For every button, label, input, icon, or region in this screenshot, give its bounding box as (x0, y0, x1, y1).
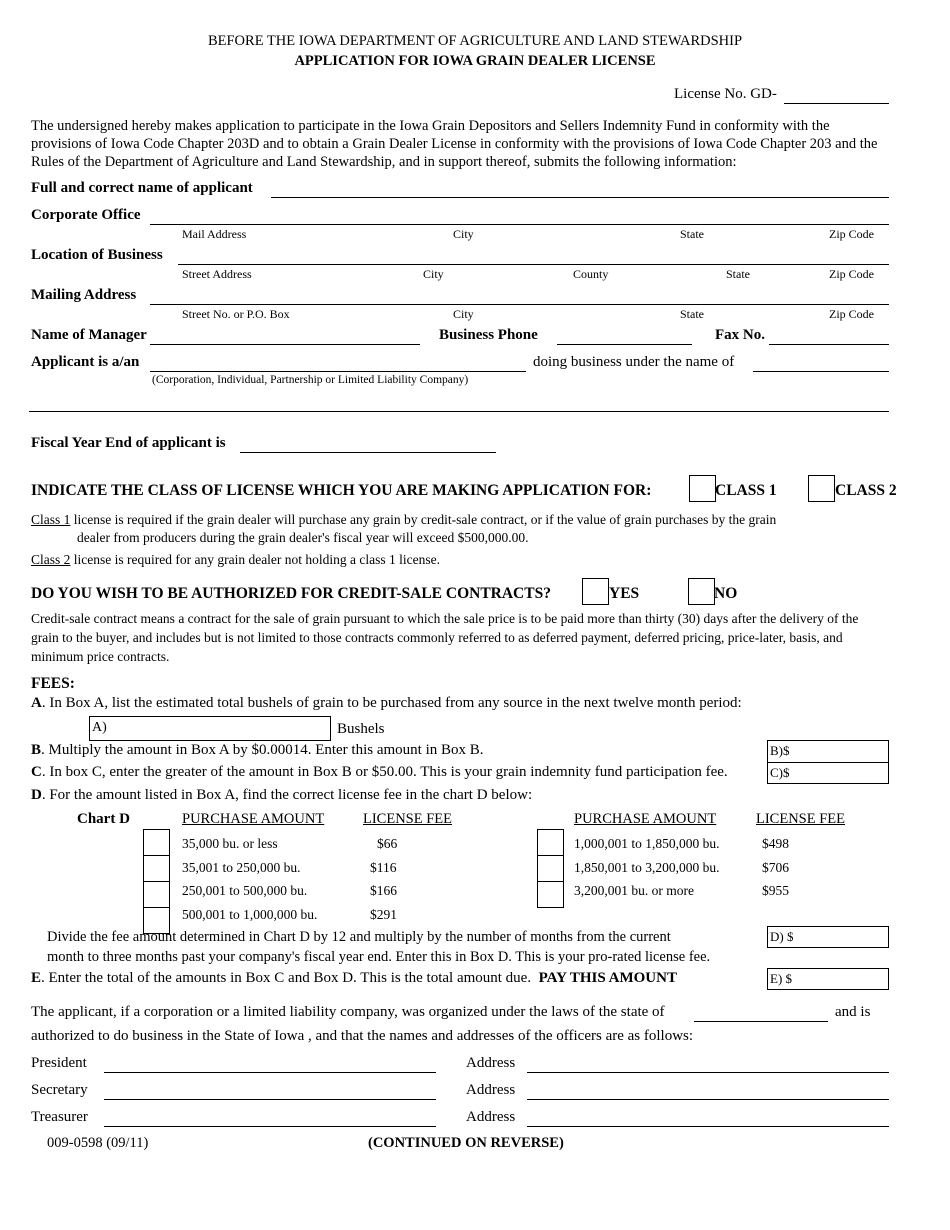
class2-label: CLASS 2 (835, 482, 897, 499)
box-e-input[interactable] (767, 968, 889, 990)
fee-a-instruction (31, 695, 742, 712)
fiscal-year-label: Fiscal Year End of applicant is (31, 435, 226, 451)
class2-text: license is required for any grain dealer not holding a class 1 license. (70, 552, 441, 567)
fee-c-text: . In box C, enter the greater of the amount in Box B or $50.00. This is your grain indemnity fund participation fee. (41, 764, 728, 780)
class1-text: license is required if the grain dealer will purchase any grain by credit-sale contract, or if the value of grain purchases by the grain (70, 512, 777, 527)
credit-yes-label: YES (609, 585, 640, 602)
license-no-field[interactable] (784, 103, 889, 104)
location-sublabel: Street Address (182, 267, 252, 281)
phone-label: Business Phone (439, 327, 538, 343)
class2-description (31, 552, 440, 568)
fee-checkbox[interactable] (537, 881, 564, 908)
corporate-sublabel: City (453, 227, 474, 241)
location-label: Location of Business (31, 247, 163, 263)
purchase-amount: 35,000 bu. or less (182, 836, 278, 851)
secretary-address-field[interactable] (527, 1099, 889, 1100)
class1-description-cont: dealer from producers during the grain dealer's fiscal year will exceed $500,000.00. (77, 530, 529, 545)
fee-checkbox[interactable] (537, 855, 564, 882)
form-number: 009-0598 (09/11) (47, 1135, 149, 1151)
box-e-label: E) $ (770, 971, 793, 986)
fee-b-text: . Multiply the amount in Box A by $0.00014. Enter this amount in Box B. (41, 742, 484, 758)
fee-d-letter: D (31, 787, 42, 803)
fiscal-year-field[interactable] (240, 452, 496, 453)
fee-d-text: . For the amount listed in Box A, find the correct license fee in the chart D below: (41, 787, 533, 803)
applicant-type-label: Applicant is a/an (31, 354, 140, 370)
box-b-input[interactable] (767, 740, 889, 763)
fee-a-letter: A (31, 695, 42, 711)
location-sublabel: Zip Code (829, 267, 874, 281)
fee-checkbox[interactable] (537, 829, 564, 856)
purchase-amount: 1,000,001 to 1,850,000 bu. (574, 836, 720, 851)
fee-checkbox[interactable] (143, 881, 170, 908)
license-fee: $66 (377, 836, 398, 851)
right-col-fee: LICENSE FEE (756, 811, 846, 827)
fee-c-letter: C (31, 764, 42, 780)
applicant-type-field[interactable] (150, 371, 526, 372)
class1-description (31, 512, 776, 528)
organized-statement: The applicant, if a corporation or a limited liability company, was organized under the laws of the state of (31, 1004, 665, 1020)
form-title: APPLICATION FOR IOWA GRAIN DEALER LICENSE (294, 53, 656, 69)
location-sublabel: City (423, 267, 444, 281)
license-fee: $166 (370, 883, 397, 898)
class1-term: Class 1 (31, 512, 71, 527)
purchase-amount: 35,001 to 250,000 bu. (182, 860, 301, 875)
president-address-label: Address (466, 1055, 516, 1071)
purchase-amount: 250,001 to 500,000 bu. (182, 883, 308, 898)
mailing-sublabel: City (453, 307, 474, 321)
dba-field[interactable] (753, 371, 889, 372)
mailing-sublabel: Street No. or P.O. Box (182, 307, 290, 321)
divide-instruction-cont: month to three months past your company's fiscal year end. Enter this in Box D. This is your pro-rated license fee. (47, 949, 711, 965)
president-label: President (31, 1055, 87, 1071)
fee-checkbox[interactable] (143, 829, 170, 856)
secretary-field[interactable] (104, 1099, 436, 1100)
authorized-statement: authorized to do business in the State of Iowa , and that the names and addresses of the officers are as follows: (31, 1028, 694, 1044)
department-heading: BEFORE THE IOWA DEPARTMENT OF AGRICULTURE AND LAND STEWARDSHIP (207, 33, 743, 49)
location-field[interactable] (178, 264, 889, 265)
and-is-text: and is (835, 1004, 871, 1020)
phone-field[interactable] (557, 344, 692, 345)
purchase-amount: 500,001 to 1,000,000 bu. (182, 907, 318, 922)
credit-no-label: NO (714, 585, 738, 602)
divide-instruction: Divide the fee amount determined in Chart D by 12 and multiply by the number of months from the current (47, 929, 671, 945)
fee-e-letter: E (31, 970, 42, 986)
chart-d-label: Chart D (77, 811, 130, 827)
class1-checkbox[interactable] (689, 475, 716, 502)
fax-field[interactable] (769, 344, 889, 345)
treasurer-address-field[interactable] (527, 1126, 889, 1127)
pay-this-amount: PAY THIS AMOUNT (538, 970, 677, 986)
credit-yes-checkbox[interactable] (582, 578, 609, 605)
box-b-label: B)$ (770, 743, 790, 758)
box-d-label: D) $ (770, 929, 794, 944)
license-fee: $291 (370, 907, 397, 922)
dba-label: doing business under the name of (533, 354, 735, 370)
manager-field[interactable] (150, 344, 420, 345)
section-divider (29, 411, 889, 412)
box-a-label: A) (92, 720, 107, 735)
license-fee: $498 (762, 836, 789, 851)
president-address-field[interactable] (527, 1072, 889, 1073)
mailing-field[interactable] (150, 304, 889, 305)
fee-d-instruction (31, 787, 532, 804)
full-name-label: Full and correct name of applicant (31, 180, 253, 196)
credit-sale-definition: Credit-sale contract means a contract for the sale of grain pursuant to which the sale price is to be paid more than thirty (30) days after the delivery of the grain to the buyer, and includes but is not limited to those contracts commonly referred to as deferred payment, deferred pricing, price-later, basis, and minimum price contracts. (31, 611, 859, 664)
purchase-amount: 1,850,001 to 3,200,000 bu. (574, 860, 720, 875)
class2-checkbox[interactable] (808, 475, 835, 502)
mailing-sublabel: State (680, 307, 704, 321)
intro-paragraph: The undersigned hereby makes application to participate in the Iowa Grain Depositors and Sellers Indemnity Fund in conformity with the provisions of Iowa Code Chapter 203D and to obtain a Grain Dealer License in conformity with the provisions of Iowa Code Chapter 203 and the Rules of the Department of Agriculture and Land Stewardship, and in support thereof, submits the following information: (31, 118, 878, 170)
license-fee: $116 (370, 860, 397, 875)
treasurer-field[interactable] (104, 1126, 436, 1127)
credit-sale-heading: DO YOU WISH TO BE AUTHORIZED FOR CREDIT-SALE CONTRACTS? (31, 585, 551, 602)
license-fee: $955 (762, 883, 789, 898)
fax-label: Fax No. (715, 327, 765, 343)
license-no-label: License No. GD- (674, 86, 777, 102)
full-name-field[interactable] (271, 197, 889, 198)
corporate-office-label: Corporate Office (31, 207, 141, 223)
corporate-office-field[interactable] (150, 224, 889, 225)
location-sublabel: State (726, 267, 750, 281)
box-d-input[interactable] (767, 926, 889, 948)
fee-e-text: . Enter the total of the amounts in Box C and Box D. This is the total amount due. (41, 970, 532, 986)
continued-notice: (CONTINUED ON REVERSE) (368, 1135, 564, 1151)
mailing-sublabel: Zip Code (829, 307, 874, 321)
box-c-input[interactable] (767, 762, 889, 784)
state-of-organization-field[interactable] (694, 1021, 828, 1022)
license-fee: $706 (762, 860, 789, 875)
fees-heading: FEES: (31, 675, 75, 692)
right-col-purchase: PURCHASE AMOUNT (574, 811, 717, 827)
corporate-sublabel: Mail Address (182, 227, 247, 241)
fee-checkbox[interactable] (143, 855, 170, 882)
fee-a-text: . In Box A, list the estimated total bushels of grain to be purchased from any source in the next twelve month period: (41, 695, 742, 711)
box-c-label: C)$ (770, 765, 790, 780)
manager-label: Name of Manager (31, 327, 147, 343)
secretary-label: Secretary (31, 1082, 88, 1098)
fee-b-instruction (31, 742, 484, 759)
license-class-heading: INDICATE THE CLASS OF LICENSE WHICH YOU ARE MAKING APPLICATION FOR: (31, 482, 652, 499)
box-a-input[interactable] (89, 716, 331, 741)
fee-e-instruction (31, 970, 677, 987)
applicant-type-hint: (Corporation, Individual, Partnership or Limited Liability Company) (152, 374, 469, 386)
treasurer-address-label: Address (466, 1109, 516, 1125)
class2-term: Class 2 (31, 552, 71, 567)
fee-c-instruction (31, 764, 728, 781)
corporate-sublabel: State (680, 227, 704, 241)
president-field[interactable] (104, 1072, 436, 1073)
corporate-sublabel: Zip Code (829, 227, 874, 241)
purchase-amount: 3,200,001 bu. or more (574, 883, 694, 898)
credit-no-checkbox[interactable] (688, 578, 715, 605)
bushels-label: Bushels (337, 721, 385, 737)
mailing-label: Mailing Address (31, 287, 137, 303)
fee-b-letter: B (31, 742, 42, 758)
class1-label: CLASS 1 (715, 482, 777, 499)
location-sublabel: County (573, 267, 609, 281)
secretary-address-label: Address (466, 1082, 516, 1098)
left-col-purchase: PURCHASE AMOUNT (182, 811, 325, 827)
treasurer-label: Treasurer (31, 1109, 88, 1125)
left-col-fee: LICENSE FEE (363, 811, 453, 827)
